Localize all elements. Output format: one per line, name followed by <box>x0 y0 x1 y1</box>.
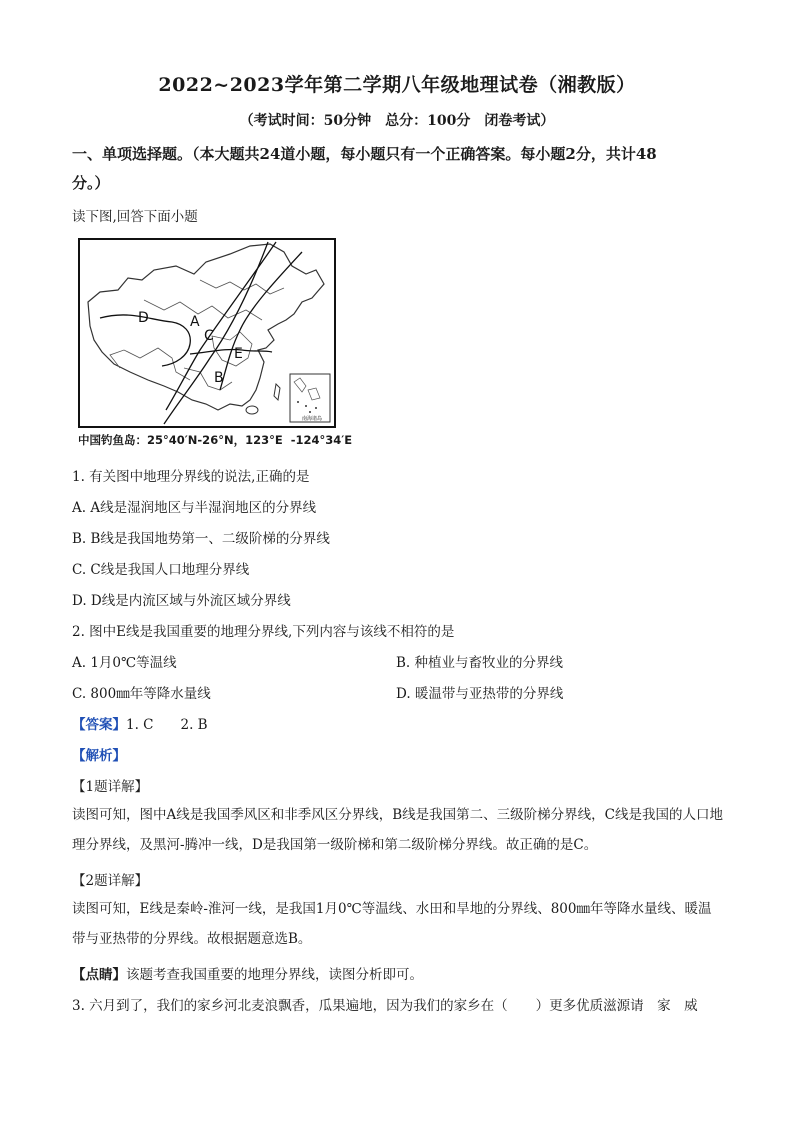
answer-text: 1. C 2. B <box>126 717 208 733</box>
china-map-svg <box>80 240 334 426</box>
detail1-text: 读图可知，图中A线是我国季风区和非季风区分界线，B线是我国第二、三级阶梯分界线，C线是我国的人口地理分界线，及黑河-腾冲一线，D是我国第一级阶梯和第二级阶梯分界线。故正确的是C。 <box>72 807 723 853</box>
page-title: 2022~2023学年第二学期八年级地理试卷（湘教版） <box>158 74 636 96</box>
comment-text: 该题考查我国重要的地理分界线，读图分析即可。 <box>126 967 423 983</box>
inset-label: 南海诸岛 <box>302 416 323 422</box>
q1-option-b: B. B线是我国地势第一、二级阶梯的分界线 <box>72 531 330 547</box>
detail1-label: 【1题详解】 <box>72 779 149 795</box>
inset-island-dot <box>305 405 307 407</box>
q2-option-c: C. 800㎜年等降水量线 <box>72 686 211 702</box>
q2-option-d: D. 暖温带与亚热带的分界线 <box>396 686 564 702</box>
map-label-E: E <box>234 346 243 362</box>
china-outline <box>88 244 324 410</box>
comment-line <box>72 963 423 983</box>
map-label-B: B <box>214 370 224 386</box>
map-label-C: C <box>204 328 214 344</box>
detail2-text: 读图可知，E线是秦岭-淮河一线，是我国1月0℃等温线、水田和旱地的分界线、800㎜年等降水量线、暖温带与亚热带的分界线。故根据题意选B。 <box>72 901 712 947</box>
q1-option-a: A. A线是湿润地区与半湿润地区的分界线 <box>72 500 317 516</box>
map-caption <box>78 432 352 448</box>
province-border <box>110 348 190 380</box>
inset-island-dot <box>309 411 311 413</box>
answer-line <box>72 713 208 733</box>
q2-stem: 2. 图中E线是我国重要的地理分界线,下列内容与该线不相符的是 <box>72 624 455 640</box>
q2-option-a: A. 1月0℃等温线 <box>72 655 177 671</box>
q2-option-b: B. 种植业与畜牧业的分界线 <box>396 655 564 671</box>
q3-part1: 3. 六月到了，我们的家乡河北麦浪飘香，瓜果遍地，因为我们的家乡在（ <box>72 998 508 1014</box>
analysis-label <box>72 744 126 764</box>
inset-island-dot <box>315 407 317 409</box>
q3-part2: ）更多优质滋源请 家 威 <box>535 998 698 1014</box>
province-border <box>144 300 262 320</box>
map-caption-right: -124°34′E <box>290 433 353 447</box>
province-border <box>200 280 284 294</box>
map-label-D: D <box>138 310 149 326</box>
inset-island-dot <box>297 401 299 403</box>
detail2-label: 【2题详解】 <box>72 873 149 889</box>
hainan-island <box>246 406 258 414</box>
china-map-figure <box>78 238 336 428</box>
section-heading-line1: 一、单项选择题。（本大题共24道小题，每小题只有一个正确答案。每小题2分，共计48 <box>72 145 657 163</box>
q1-option-c: C. C线是我国人口地理分界线 <box>72 562 250 578</box>
map-label-A: A <box>190 314 200 330</box>
q1-option-d: D. D线是内流区域与外流区域分界线 <box>72 593 291 609</box>
map-caption-left: 中国钓鱼岛：25°40′N-26°N，123°E <box>78 433 283 447</box>
comment-label: 【点睛】 <box>72 967 126 983</box>
exam-info: （考试时间：50分钟 总分：100分 闭卷考试） <box>239 113 555 129</box>
q3-stem <box>72 994 698 1014</box>
q1-stem: 1. 有关图中地理分界线的说法,正确的是 <box>72 469 310 485</box>
answer-label: 【答案】 <box>72 717 126 733</box>
taiwan-island <box>274 384 280 400</box>
analysis-label-text: 【解析】 <box>72 748 126 764</box>
reading-instruction: 读下图,回答下面小题 <box>72 209 198 225</box>
section-heading-line2: 分。） <box>72 174 110 192</box>
south-sea-inset <box>290 374 330 422</box>
